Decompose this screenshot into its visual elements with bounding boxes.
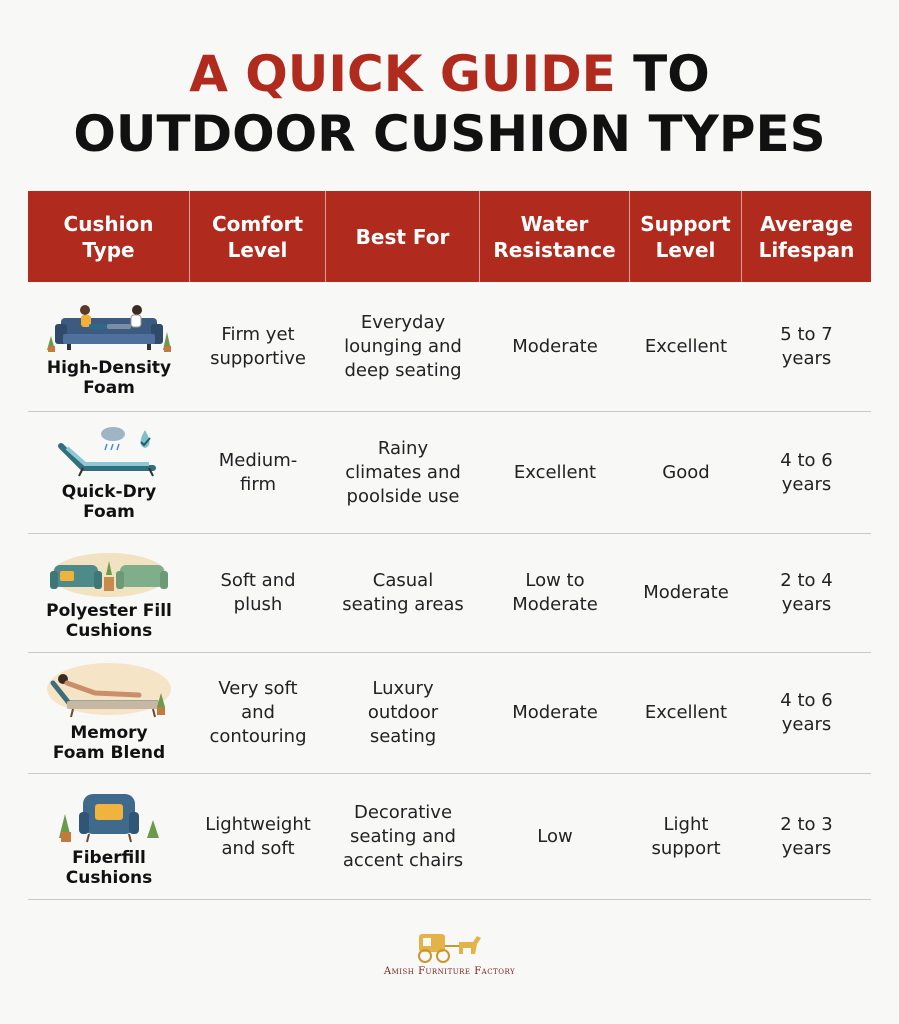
- cushion-type-label: Polyester Fill Cushions: [46, 601, 172, 641]
- reclining-person-icon: [45, 663, 173, 719]
- comfort-cell: Firm yet supportive: [210, 323, 306, 369]
- header-cushion-type: Cushion Type: [28, 191, 190, 282]
- best-for-cell: Decorative seating and accent chairs: [342, 801, 464, 871]
- support-cell: Excellent: [644, 335, 728, 357]
- page-title: [0, 44, 899, 164]
- cushion-type-label: Fiberfill Cushions: [65, 847, 153, 888]
- table-row: [28, 282, 871, 412]
- brand-logo: [0, 930, 899, 977]
- title-line-2: OUTDOOR CUSHION TYPES: [73, 105, 826, 163]
- comfort-cell: Medium- firm: [218, 449, 298, 495]
- type-cell: [28, 412, 190, 533]
- lifespan-cell: 4 to 6 years: [780, 449, 833, 495]
- water-cell: Low: [537, 825, 573, 847]
- cushion-type-label: Memory Foam Blend: [52, 723, 166, 763]
- water-cell: Low to Moderate: [512, 570, 598, 615]
- best-for-cell: Luxury outdoor seating: [367, 678, 439, 747]
- type-cell: [28, 653, 190, 773]
- water-cell: Moderate: [512, 335, 598, 357]
- header-best-for: Best For: [326, 191, 480, 282]
- lifespan-cell: 5 to 7 years: [780, 323, 833, 369]
- title-rest: TO: [615, 45, 710, 103]
- header-average-lifespan: Average Lifespan: [758, 211, 855, 262]
- lounger-rain-icon: [53, 424, 165, 478]
- type-cell: [28, 534, 190, 652]
- best-for-cell: Everyday lounging and deep seating: [344, 311, 462, 381]
- brand-name: Amish Furniture Factory: [383, 966, 516, 977]
- armchairs-icon: [48, 545, 170, 597]
- type-cell: [28, 774, 190, 899]
- water-cell: Excellent: [513, 461, 597, 483]
- lifespan-cell: 4 to 6 years: [780, 690, 833, 735]
- cushion-type-label: High-Density Foam: [46, 357, 172, 398]
- best-for-cell: Casual seating areas: [342, 570, 464, 615]
- support-cell: Light support: [651, 813, 721, 859]
- header-water-resistance: Water Resistance: [480, 191, 630, 282]
- support-cell: Excellent: [644, 702, 728, 723]
- table-header: [28, 191, 871, 282]
- lifespan-cell: 2 to 3 years: [780, 813, 833, 859]
- header-support-level: Support Level: [630, 191, 742, 282]
- table-row: [28, 534, 871, 653]
- accent-chair-icon: [53, 786, 165, 844]
- header-comfort-level: Comfort Level: [190, 191, 326, 282]
- cushion-type-label: Quick-Dry Foam: [61, 481, 157, 522]
- horse-buggy-icon: [415, 930, 485, 964]
- support-cell: Good: [662, 461, 710, 483]
- table-row: [28, 653, 871, 774]
- comfort-cell: Lightweight and soft: [205, 813, 311, 859]
- table-row: [28, 774, 871, 900]
- support-cell: Moderate: [643, 582, 729, 603]
- sofa-couple-icon: [43, 296, 175, 354]
- water-cell: Moderate: [512, 702, 598, 723]
- lifespan-cell: 2 to 4 years: [780, 570, 833, 615]
- table-row: [28, 412, 871, 534]
- comfort-cell: Soft and plush: [220, 570, 296, 615]
- title-accent: A QUICK GUIDE: [189, 45, 616, 103]
- comfort-cell: Very soft and contouring: [209, 678, 307, 747]
- type-cell: [28, 282, 190, 411]
- cushion-table: [28, 191, 871, 900]
- best-for-cell: Rainy climates and poolside use: [345, 437, 461, 507]
